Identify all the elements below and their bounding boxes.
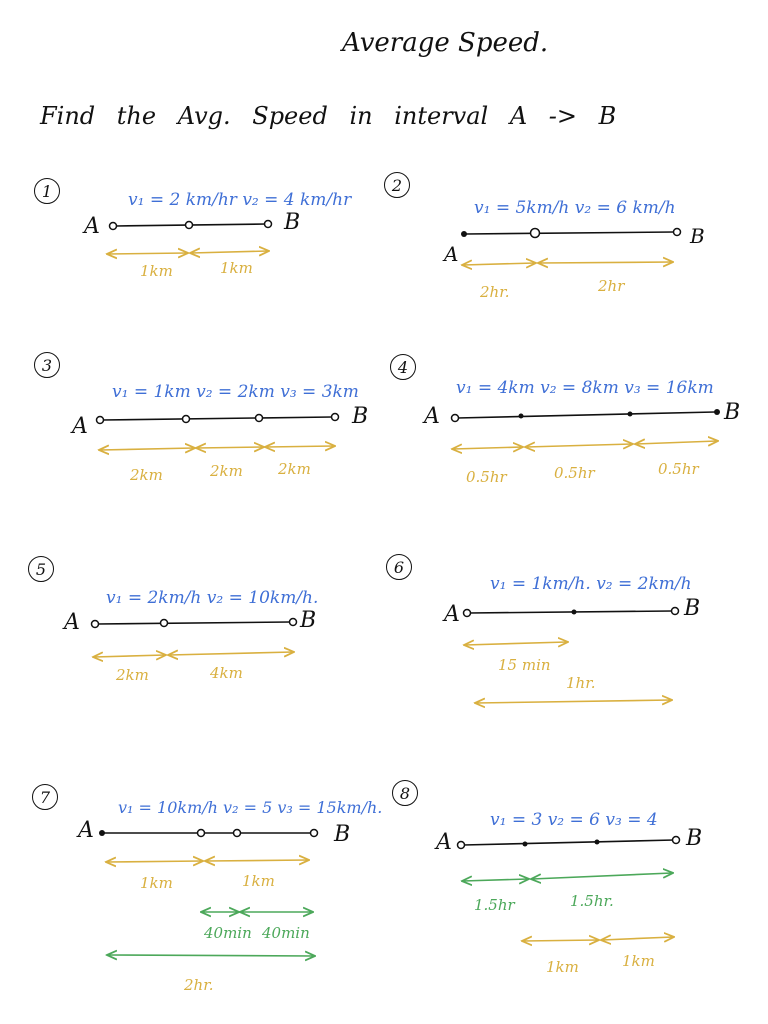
segment-arrow (169, 652, 293, 655)
point-label-b: B (352, 404, 369, 429)
problem-number: 6 (386, 554, 412, 580)
point-A (458, 842, 465, 849)
segment-label: 1.5hr (474, 896, 515, 914)
problem-number: 5 (28, 556, 54, 582)
segment-arrow (476, 700, 671, 703)
segment-arrow (453, 447, 522, 449)
point-label-b: B (686, 826, 703, 851)
problem-number: 3 (34, 352, 60, 378)
segment-arrow (94, 655, 165, 657)
velocity-label: v₁ = 1km/h. v₂ = 2km/h (490, 574, 692, 594)
point-label-a: A (72, 414, 88, 439)
problem-number: 1 (34, 178, 60, 204)
segment-label: 1km (546, 958, 579, 976)
velocity-label: v₁ = 4km v₂ = 8km v₃ = 16km (456, 378, 714, 398)
segment-arrow (539, 262, 672, 263)
track-line (457, 412, 715, 418)
point-mid (183, 416, 190, 423)
velocity-label: v₁ = 2 km/hr v₂ = 4 km/hr (128, 190, 352, 210)
segment-label: 2km (210, 462, 243, 480)
segment-label: 2km (278, 460, 311, 478)
point-mid (256, 415, 263, 422)
point-label-a: A (78, 818, 94, 843)
point-label-a: A (84, 214, 100, 239)
point-A (97, 417, 104, 424)
problem-4-diagram (452, 409, 721, 449)
segment-label: 1hr. (566, 674, 596, 692)
problem-3-diagram (97, 414, 339, 451)
segment-arrow (107, 861, 202, 862)
track-line (466, 232, 674, 234)
point-mid (198, 830, 205, 837)
segment-label: 2km (116, 666, 149, 684)
segment-label: 2hr. (184, 976, 214, 994)
track-line (97, 622, 290, 624)
point-label-b: B (684, 596, 701, 621)
segment-label: 40min (262, 924, 310, 942)
segment-arrow (532, 873, 672, 879)
point-label-a: A (436, 830, 452, 855)
point-B (332, 414, 339, 421)
page-title: Average Speed. (342, 28, 549, 58)
segment-label: 0.5hr (658, 460, 699, 478)
problem-8-diagram (458, 837, 680, 942)
segment-label: 1km (140, 262, 173, 280)
point-A (99, 830, 105, 836)
problem-number: 8 (392, 780, 418, 806)
point-A (461, 231, 467, 237)
point-mid (572, 610, 577, 615)
segment-arrow (463, 263, 535, 265)
segment-arrow (523, 940, 598, 941)
point-mid (595, 840, 600, 845)
segment-arrow (266, 446, 334, 447)
point-mid (161, 620, 168, 627)
point-label-b: B (724, 400, 741, 425)
problem-2-diagram (461, 229, 681, 266)
problem-5-diagram (92, 619, 297, 658)
point-label-b: B (300, 608, 317, 633)
segment-arrow (465, 642, 567, 645)
point-label-a: A (64, 610, 80, 635)
track-line (102, 417, 332, 420)
segment-arrow (197, 447, 263, 448)
point-A (452, 415, 459, 422)
segment-label: 1.5hr. (570, 892, 614, 910)
segment-arrow (463, 879, 528, 881)
problem-1-diagram (108, 221, 272, 255)
problem-number: 7 (32, 784, 58, 810)
segment-label: 1km (242, 872, 275, 890)
point-B (714, 409, 720, 415)
point-B (672, 608, 679, 615)
point-A (464, 610, 471, 617)
question-prompt: Find the Avg. Speed in interval A -> B (40, 102, 617, 130)
velocity-label: v₁ = 10km/h v₂ = 5 v₃ = 15km/h. (118, 798, 383, 817)
point-A (92, 621, 99, 628)
point-mid (531, 229, 540, 238)
segment-arrow (526, 444, 632, 447)
segment-arrow (191, 251, 268, 253)
point-B (290, 619, 297, 626)
segment-arrow (100, 448, 194, 450)
point-label-b: B (690, 224, 705, 248)
segment-arrow (602, 937, 673, 940)
point-B (265, 221, 272, 228)
track-line (469, 611, 672, 613)
segment-arrow (108, 253, 187, 254)
problem-number: 2 (384, 172, 410, 198)
segment-arrow (206, 860, 308, 861)
point-label-a: A (424, 404, 440, 429)
segment-label: 2hr. (480, 283, 510, 301)
segment-label: 40min (204, 924, 252, 942)
segment-label: 0.5hr (554, 464, 595, 482)
track-line (463, 840, 674, 845)
point-mid (234, 830, 241, 837)
segment-label: 2hr (598, 277, 625, 295)
point-B (311, 830, 318, 837)
point-mid (186, 222, 193, 229)
segment-label: 1km (220, 259, 253, 277)
point-B (674, 229, 681, 236)
velocity-label: v₁ = 2km/h v₂ = 10km/h. (106, 588, 319, 608)
segment-label: 15 min (498, 656, 551, 674)
segment-label: 2km (130, 466, 163, 484)
point-label-b: B (334, 822, 351, 847)
point-label-a: A (444, 242, 459, 266)
segment-label: 1km (140, 874, 173, 892)
point-B (673, 837, 680, 844)
point-A (110, 223, 117, 230)
segment-label: 4km (210, 664, 243, 682)
point-mid (523, 842, 528, 847)
segment-label: 0.5hr (466, 468, 507, 486)
problem-number: 4 (390, 354, 416, 380)
point-mid (628, 412, 633, 417)
segment-label: 1km (622, 952, 655, 970)
velocity-label: v₁ = 5km/h v₂ = 6 km/h (474, 198, 676, 218)
segment-arrow (636, 441, 717, 444)
point-label-a: A (444, 602, 460, 627)
point-mid (519, 414, 524, 419)
point-label-b: B (284, 210, 301, 235)
velocity-label: v₁ = 3 v₂ = 6 v₃ = 4 (490, 810, 658, 830)
velocity-label: v₁ = 1km v₂ = 2km v₃ = 3km (112, 382, 359, 402)
segment-arrow (108, 955, 314, 956)
